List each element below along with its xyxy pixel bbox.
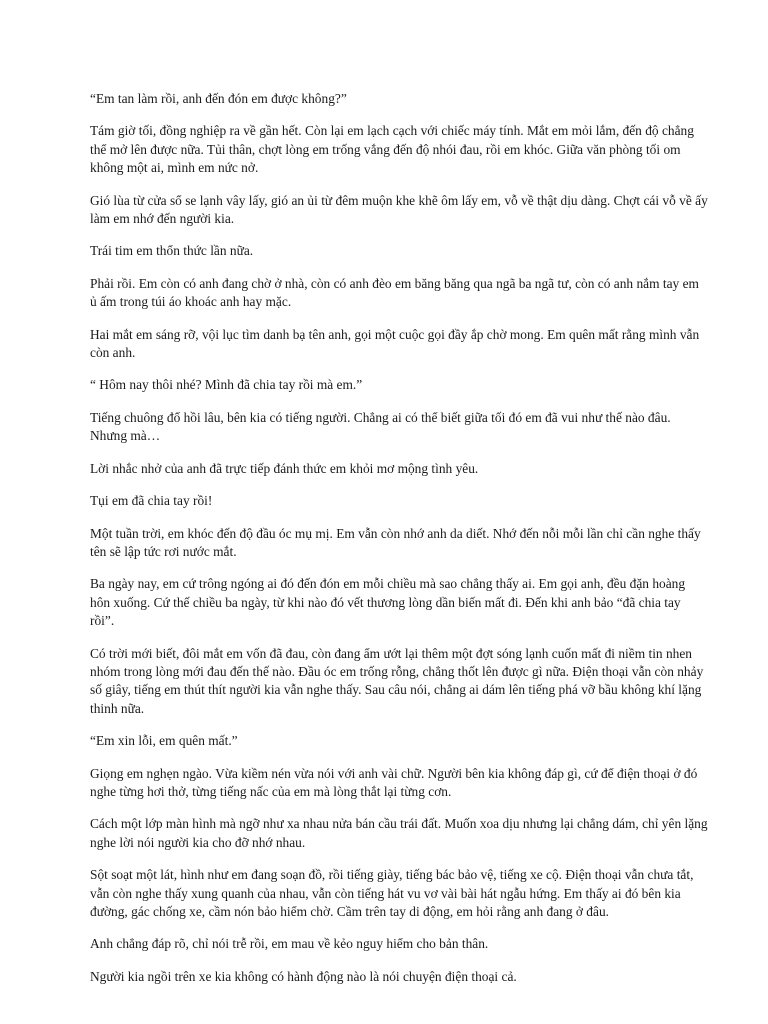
paragraph: “ Hôm nay thôi nhé? Mình đã chia tay rồi mà em.” bbox=[90, 377, 363, 393]
paragraph: Người kia ngồi trên xe kia không có hành động nào là nói chuyện điện thoại cả. bbox=[90, 968, 517, 984]
paragraph: Tiếng chuông đổ hồi lâu, bên kia có tiếng người. Chẳng ai có thể biết giữa tối đó em đã vui như thế nào đâu. Nhưng mà… bbox=[90, 409, 671, 444]
paragraph: Hai mắt em sáng rỡ, vội lục tìm danh bạ tên anh, gọi một cuộc gọi đầy ắp chờ mong. Em quên mất rằng mình vẫn còn anh. bbox=[90, 326, 700, 361]
paragraph: Tụi em đã chia tay rồi! bbox=[90, 493, 213, 509]
paragraph: Giọng em nghẹn ngào. Vừa kiềm nén vừa nói với anh vài chữ. Người bên kia không đáp gì, cứ để điện thoại ở đó nghe từng hơi thở, từng tiếng nấc của em mà lòng thắt lại từng cơn. bbox=[90, 765, 698, 799]
paragraph: “Em tan làm rồi, anh đến đón em được không?” bbox=[90, 91, 347, 106]
paragraph: “Em xin lỗi, em quên mất.” bbox=[90, 733, 238, 749]
paragraph: Gió lùa từ cửa sổ se lạnh vây lấy, gió an ủi từ đêm muộn khe khẽ ôm lấy em, vỗ về thật dịu dàng. Chợt cái vỗ về ấy làm em nhớ đến người kia. bbox=[90, 192, 708, 227]
paragraph: Sột soạt một lát, hình như em đang soạn đồ, rồi tiếng giày, tiếng bác bảo vệ, tiếng xe cộ. Điện thoại vẫn chưa tắt, vẫn còn nghe thấy xung quanh của nhau, vẫn còn tiếng hát vu vơ vài bài hát ngẫu hứng. Em thấy ai đó bên kia đường, gác chống xe, cầm nón bảo hiểm chờ. Cầm trên tay di động, em hỏi rằng anh đang ở đâu. bbox=[90, 867, 694, 919]
paragraph: Phải rồi. Em còn có anh đang chờ ở nhà, còn có anh đèo em băng băng qua ngã ba ngã tư, còn có anh nắm tay em ủ ấm trong túi áo khoác anh hay mặc. bbox=[90, 275, 699, 310]
paragraph: Có trời mới biết, đôi mắt em vốn đã đau, còn đang ẩm ướt lại thêm một đợt sóng lạnh cuốn mất đi niềm tin nhen nhóm trong lòng mới đau đến thế nào. Đầu óc em trống rỗng, chẳng thốt lên được gì nữa. Điện thoại vẫn còn nhảy số giây, tiếng em thút thít người kia vẫn nghe thấy. Sau câu nói, chẳng ai dám lên tiếng phá vỡ bầu không khí lặng thinh nữa. bbox=[90, 645, 704, 716]
paragraph: Ba ngày nay, em cứ trông ngóng ai đó đến đón em mỗi chiều mà sao chẳng thấy ai. Em gọi anh, đều đặn hoàng hôn xuống. Cứ thế chiều ba ngày, từ khi nào đó vết thương lòng dần biến mất đi. Đến khi anh bảo “đã chia tay rồi”. bbox=[90, 576, 686, 629]
paragraph: Một tuần trời, em khóc đến độ đầu óc mụ mị. Em vẫn còn nhớ anh da diết. Nhớ đến nỗi mỗi lần chỉ cần nghe thấy tên sẽ lập tức rơi nước mắt. bbox=[90, 525, 701, 559]
paragraph: Cách một lớp màn hình mà ngỡ như xa nhau nửa bán cầu trái đất. Muốn xoa dịu nhưng lại chẳng dám, chỉ yên lặng nghe lời nói người kia cho đỡ nhớ nhau. bbox=[90, 816, 708, 850]
paragraph: Anh chẳng đáp rõ, chỉ nói trễ rồi, em mau về kẻo nguy hiểm cho bản thân. bbox=[90, 936, 489, 952]
paragraph: Trái tim em thổn thức lần nữa. bbox=[90, 243, 254, 259]
paragraph: Lời nhắc nhở của anh đã trực tiếp đánh thức em khỏi mơ mộng tình yêu. bbox=[90, 460, 479, 476]
paragraph: Tám giờ tối, đồng nghiệp ra về gần hết. Còn lại em lạch cạch với chiếc máy tính. Mắt em mỏi lắm, đến độ chẳng thể mở lên được nữa. Tủi thân, chợt lòng em trống vắng đến độ nhói đau, rồi em khóc. Giữa văn phòng tối om không một ai, mình em nức nở. bbox=[90, 123, 694, 176]
